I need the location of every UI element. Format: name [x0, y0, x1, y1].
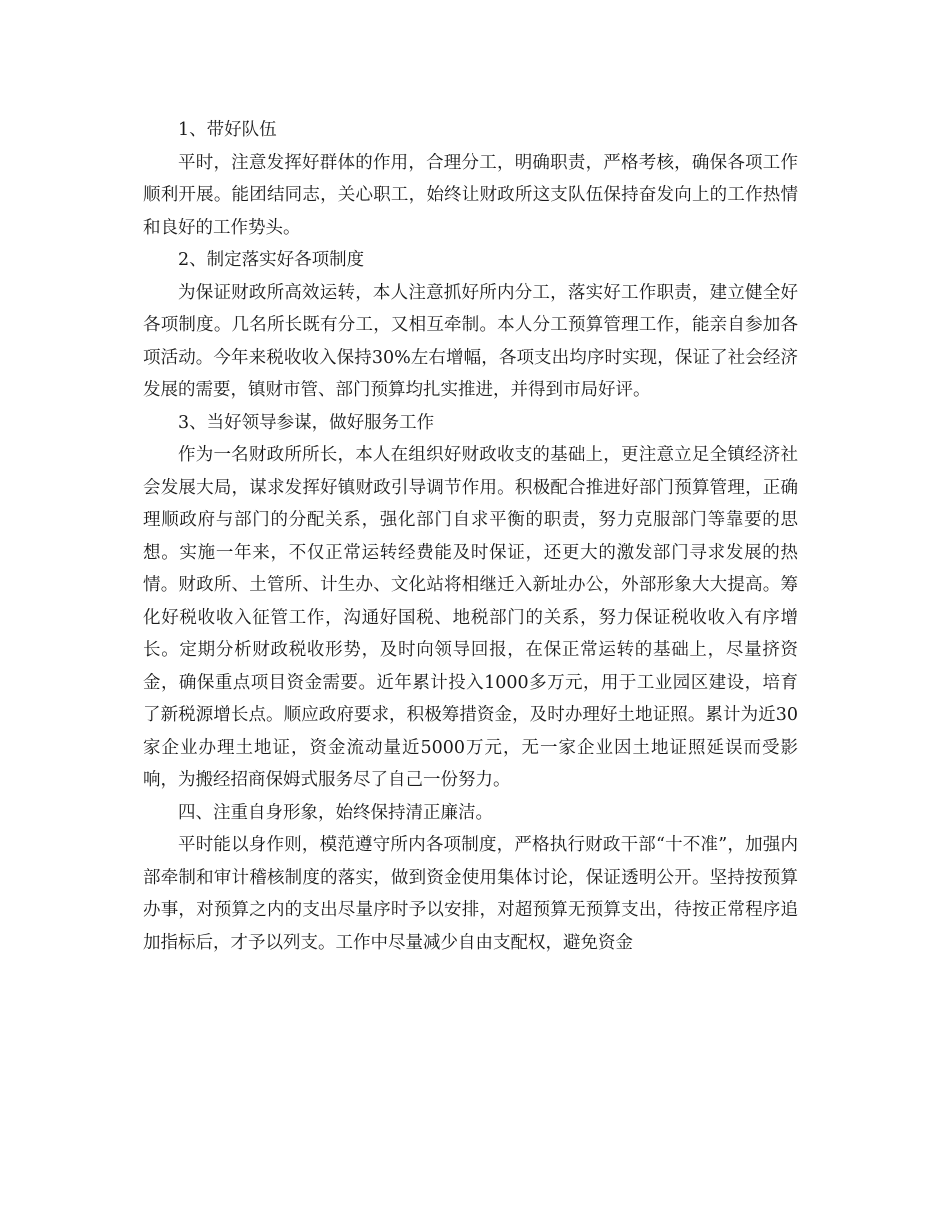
section-heading-1: 1、带好队伍 — [178, 120, 277, 140]
section-heading-4: 四、注重自身形象，始终保持清正廉洁。 — [178, 802, 493, 823]
section-heading-2: 2、制定落实好各项制度 — [178, 250, 365, 270]
paragraph-3: 作为一名财政所所长，本人在组织好财政收支的基础上，更注意立足全镇经济社会发展大局，谋求发挥好镇财政引导调节作用。积极配合推进好部门预算管理，正确理顺政府与部门的分配关系，强化部门自求平衡的职责，努力克服部门等靠要的思想。实施一年来，不仅正常运转经费能及时保证，还更大的激发部门寻求发展的热情。财政所、土管所、计生办、文化站将相继迁入新址办公，外部形象大大提高。筹化好税收收入征管工作，沟通好国税、地税部门的关系，努力保证税收收入有序增长。定期分析财政税收形势，及时向领导回报，在保正常运转的基础上，尽量挤资金，确保重点项目资金需要。近年累计投入1000多万元，用于工业园区建设，培育了新税源增长点。顺应政府要求，积极筹措资金，及时办理好土地证照。累计为近30家企业办理土地证，资金流动量近5000万元，无一家企业因土地证照延误而受影响，为搬经招商保姆式服务尽了自己一份努力。 — [143, 445, 798, 790]
paragraph-1: 平时，注意发挥好群体的作用，合理分工，明确职责，严格考核，确保各项工作顺利开展。能团结同志，关心职工，始终让财政所这支队伍保持奋发向上的工作热情和良好的工作势头。 — [143, 152, 798, 238]
paragraph-2: 为保证财政所高效运转，本人注意抓好所内分工，落实好工作职责，建立健全好各项制度。几名所长既有分工，又相互牵制。本人分工预算管理工作，能亲自参加各项活动。今年来税收收入保持30%左右增幅，各项支出均序时实现，保证了社会经济发展的需要，镇财市管、部门预算均扎实推进，并得到市局好评。 — [143, 282, 798, 400]
paragraph-4: 平时能以身作则，模范遵守所内各项制度，严格执行财政干部“十不准”，加强内部牵制和审计稽核制度的落实，做到资金使用集体讨论，保证透明公开。坚持按预算办事，对预算之内的支出尽量序时予以安排，对超预算无预算支出，待按正常程序追加指标后，才予以列支。工作中尽量减少自由支配权，避免资金 — [143, 835, 798, 953]
document-page — [143, 114, 798, 959]
section-heading-3: 3、当好领导参谋，做好服务工作 — [178, 412, 435, 433]
